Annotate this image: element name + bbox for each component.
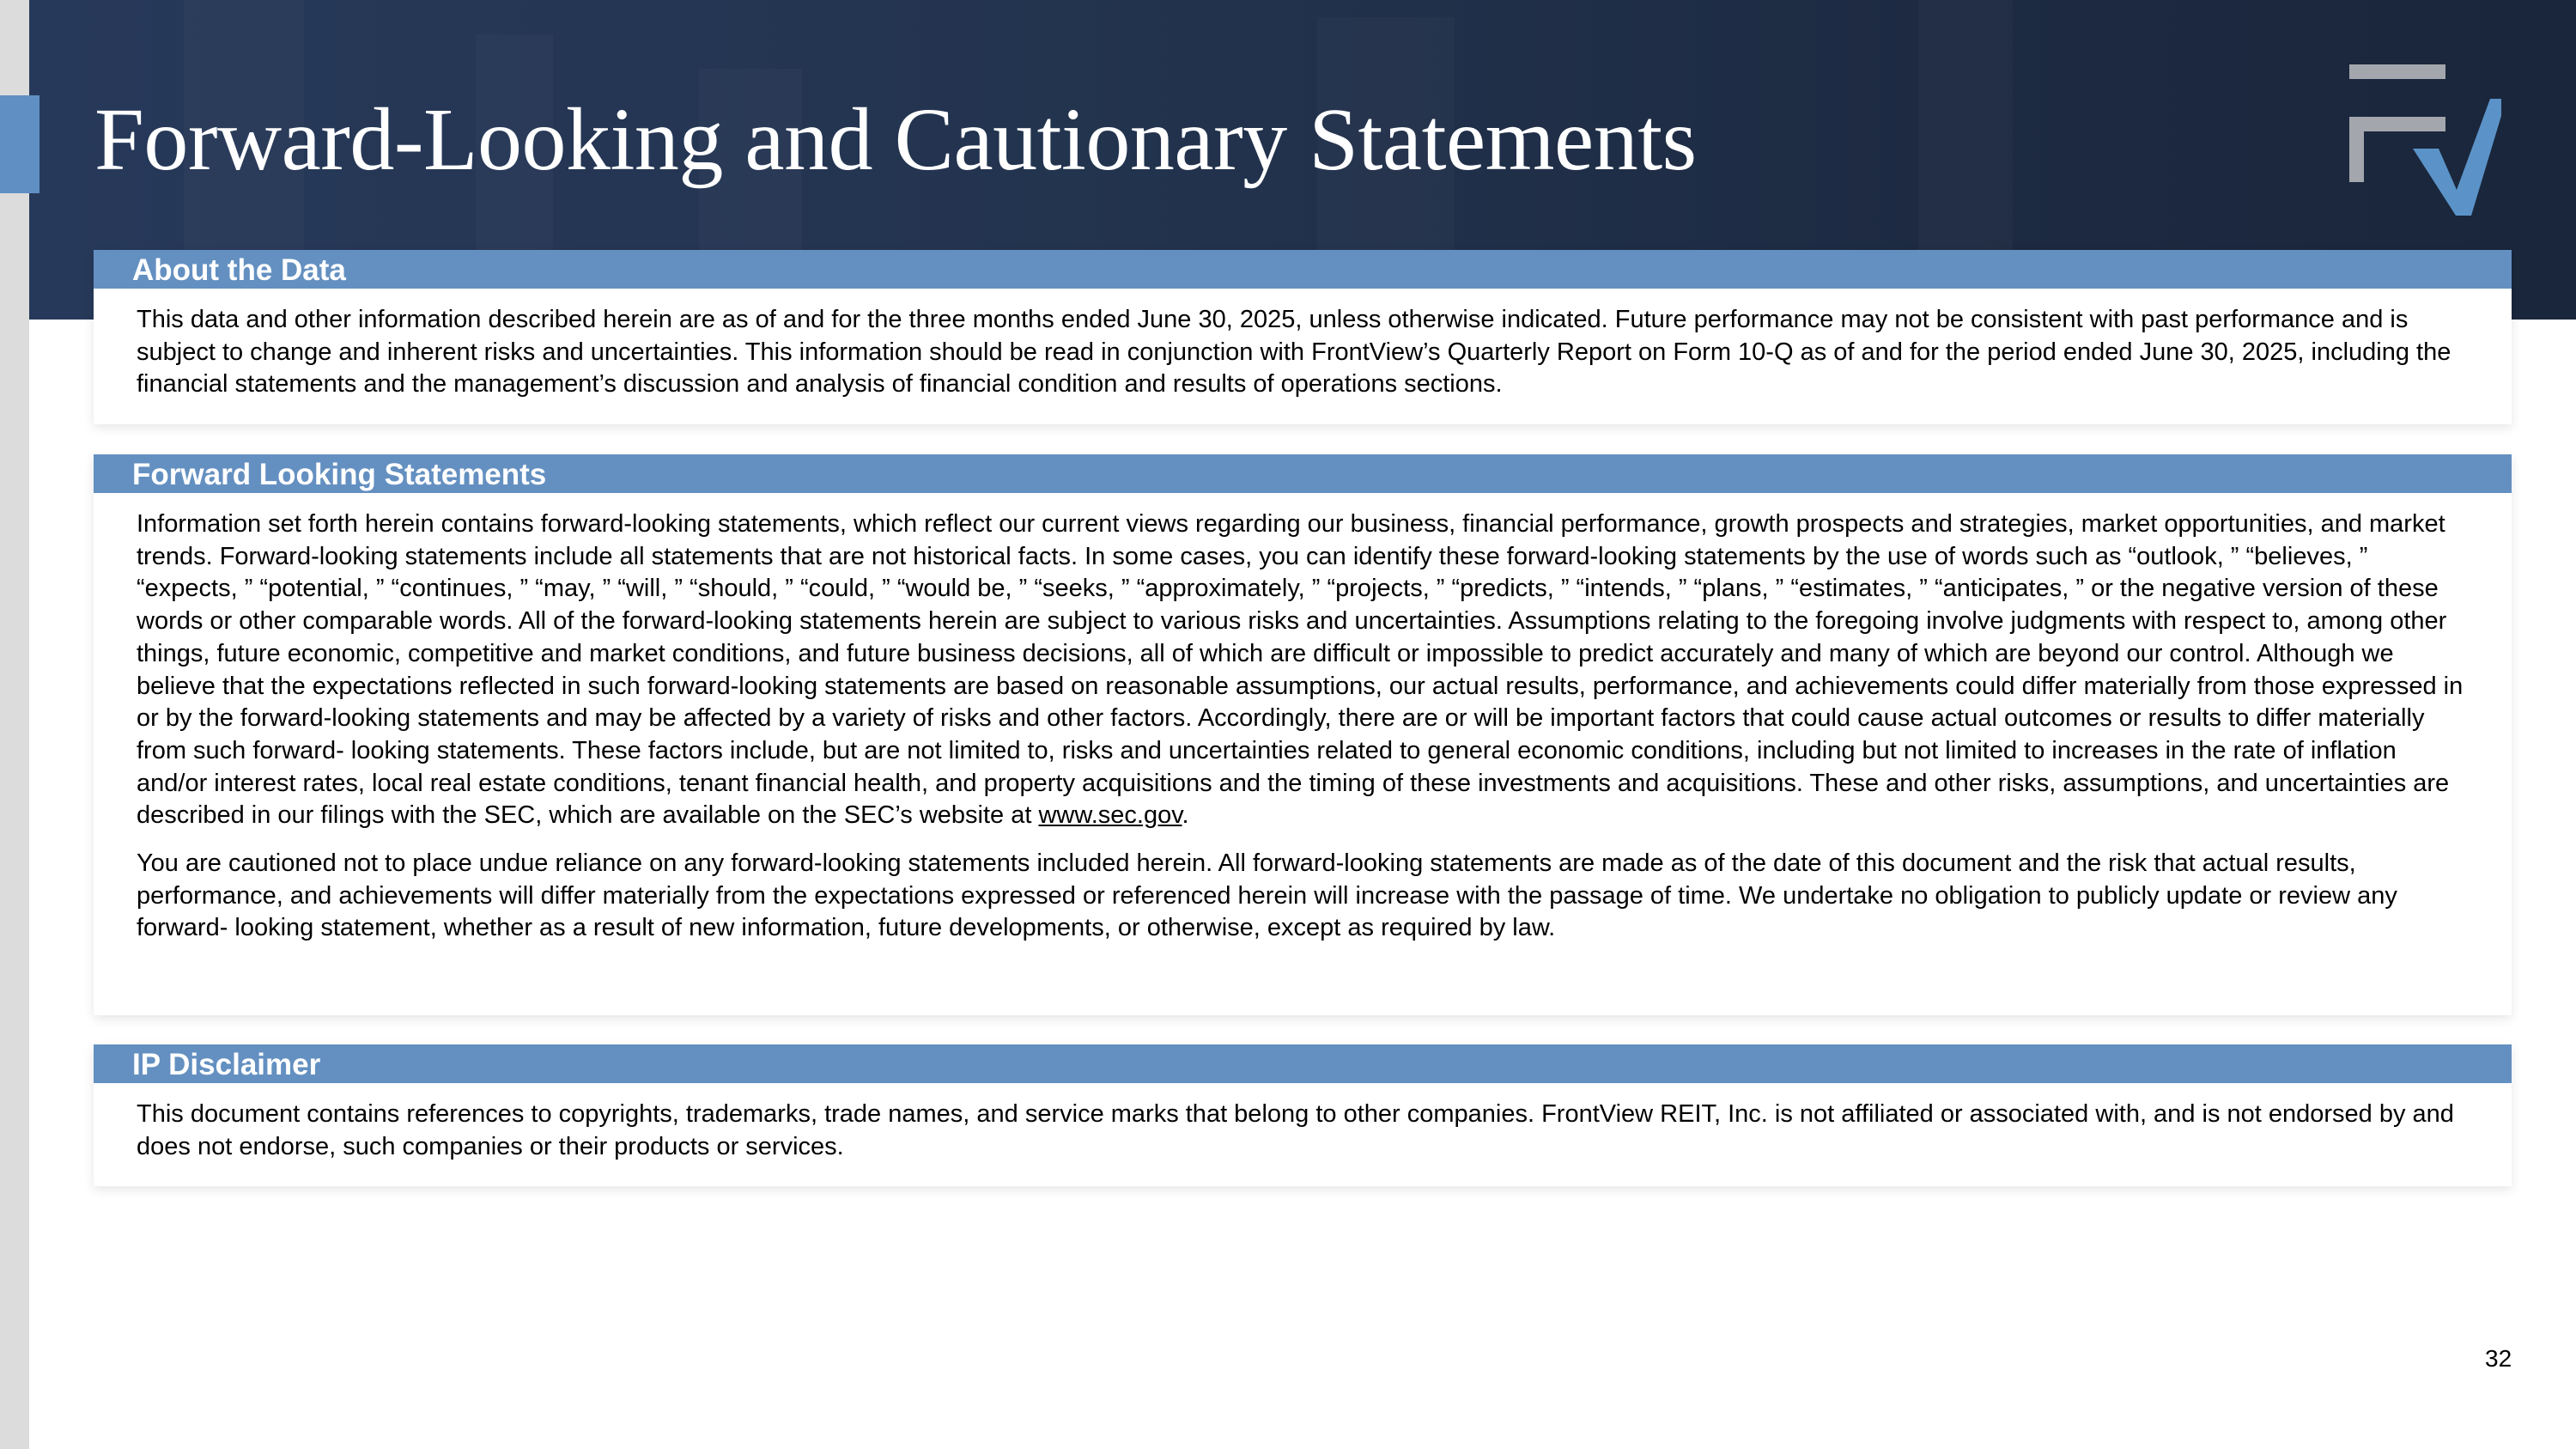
left-rail <box>0 0 29 1449</box>
section-header-ip-disclaimer: IP Disclaimer <box>94 1044 2512 1083</box>
forward-looking-statements-section <box>94 454 2512 1015</box>
ip-disclaimer-text: This document contains references to copyrights, trademarks, trade names, and service marks that belong to other companies. FrontView REIT, Inc. is not affiliated or associated with, and is not endorsed by and does not endorse, such companies or their products or services. <box>137 1100 2454 1160</box>
title-accent-bar <box>0 95 39 193</box>
page-number: 32 <box>2485 1345 2512 1372</box>
page-title: Forward-Looking and Cautionary Statements <box>94 90 1697 189</box>
section-body <box>94 493 2512 945</box>
ip-disclaimer-section <box>94 1044 2512 1186</box>
sec-website-link[interactable]: www.sec.gov <box>1038 801 1182 830</box>
section-body <box>94 1083 2512 1163</box>
forward-looking-paragraph-1-text: Information set forth herein contains forward-looking statements, which reflect our current views regarding our business, financial performance, growth prospects and strategies, market opportunities, and market trends. Forward-looking statements include all statements that are not historical facts. In some cases, you can identify these forward-looking statements by the use of words such as “outlook, ” “believes, ” “expects, ” “potential, ” “continues, ” “may, ” “will, ” “should, ” “could, ” “would be, ” “seeks, ” “approximately, ” “projects, ” “predicts, ” “intends, ” “plans, ” “estimates, ” “anticipates, ” or the negative version of these words or other comparable words. All of the forward-looking statements herein are subject to various risks and uncertainties. Assumptions relating to the foregoing involve judgments with respect to, among other things, future economic, competitive and market conditions, and future business decisions, all of which are difficult or impossible to predict accurately and many of which are beyond our control. Although we believe that the expectations reflected in such forward-looking statements are based on reasonable assumptions, our actual results, performance, and achievements could differ materially from those expressed in or by the forward-looking statements and may be affected by a variety of risks and other factors. Accordingly, there are or will be important factors that could cause actual outcomes or results to differ materially from such forward- looking statements. These factors include, but are not limited to, risks and uncertainties related to general economic conditions, including but not limited to increases in the rate of inflation and/or interest rates, local real estate conditions, tenant financial health, and property acquisitions and the timing of these investments and acquisitions. These and other risks, assumptions, and uncertainties are described in our filings with the SEC, which are available on the SEC’s website at <box>137 510 2464 830</box>
section-header-forward-looking-statements: Forward Looking Statements <box>94 454 2512 493</box>
section-header-about-the-data: About the Data <box>94 250 2512 289</box>
paragraph-end-punctuation: . <box>1182 801 1189 830</box>
about-the-data-section <box>94 250 2512 424</box>
section-body <box>94 289 2512 401</box>
frontview-logo-icon <box>2347 63 2501 217</box>
forward-looking-paragraph-2: You are cautioned not to place undue reliance on any forward-looking statements included herein. All forward-looking statements are made as of the date of this document and the risk that actual results, performance, and achievements will differ materially from the expectations expressed or referenced herein will increase with the passage of time. We undertake no obligation to publicly update or review any forward- looking statement, whether as a result of new information, future developments, or otherwise, except as required by law. <box>137 849 2397 942</box>
forward-looking-paragraph-1 <box>137 508 2473 832</box>
about-the-data-text: This data and other information described herein are as of and for the three months ended June 30, 2025, unless otherwise indicated. Future performance may not be consistent with past performance and is subject to change and inherent risks and uncertainties. This information should be read in conjunction with FrontView’s Quarterly Report on Form 10-Q as of and for the period ended June 30, 2025, including the financial statements and the management’s discussion and analysis of financial condition and results of operations sections. <box>137 306 2451 399</box>
